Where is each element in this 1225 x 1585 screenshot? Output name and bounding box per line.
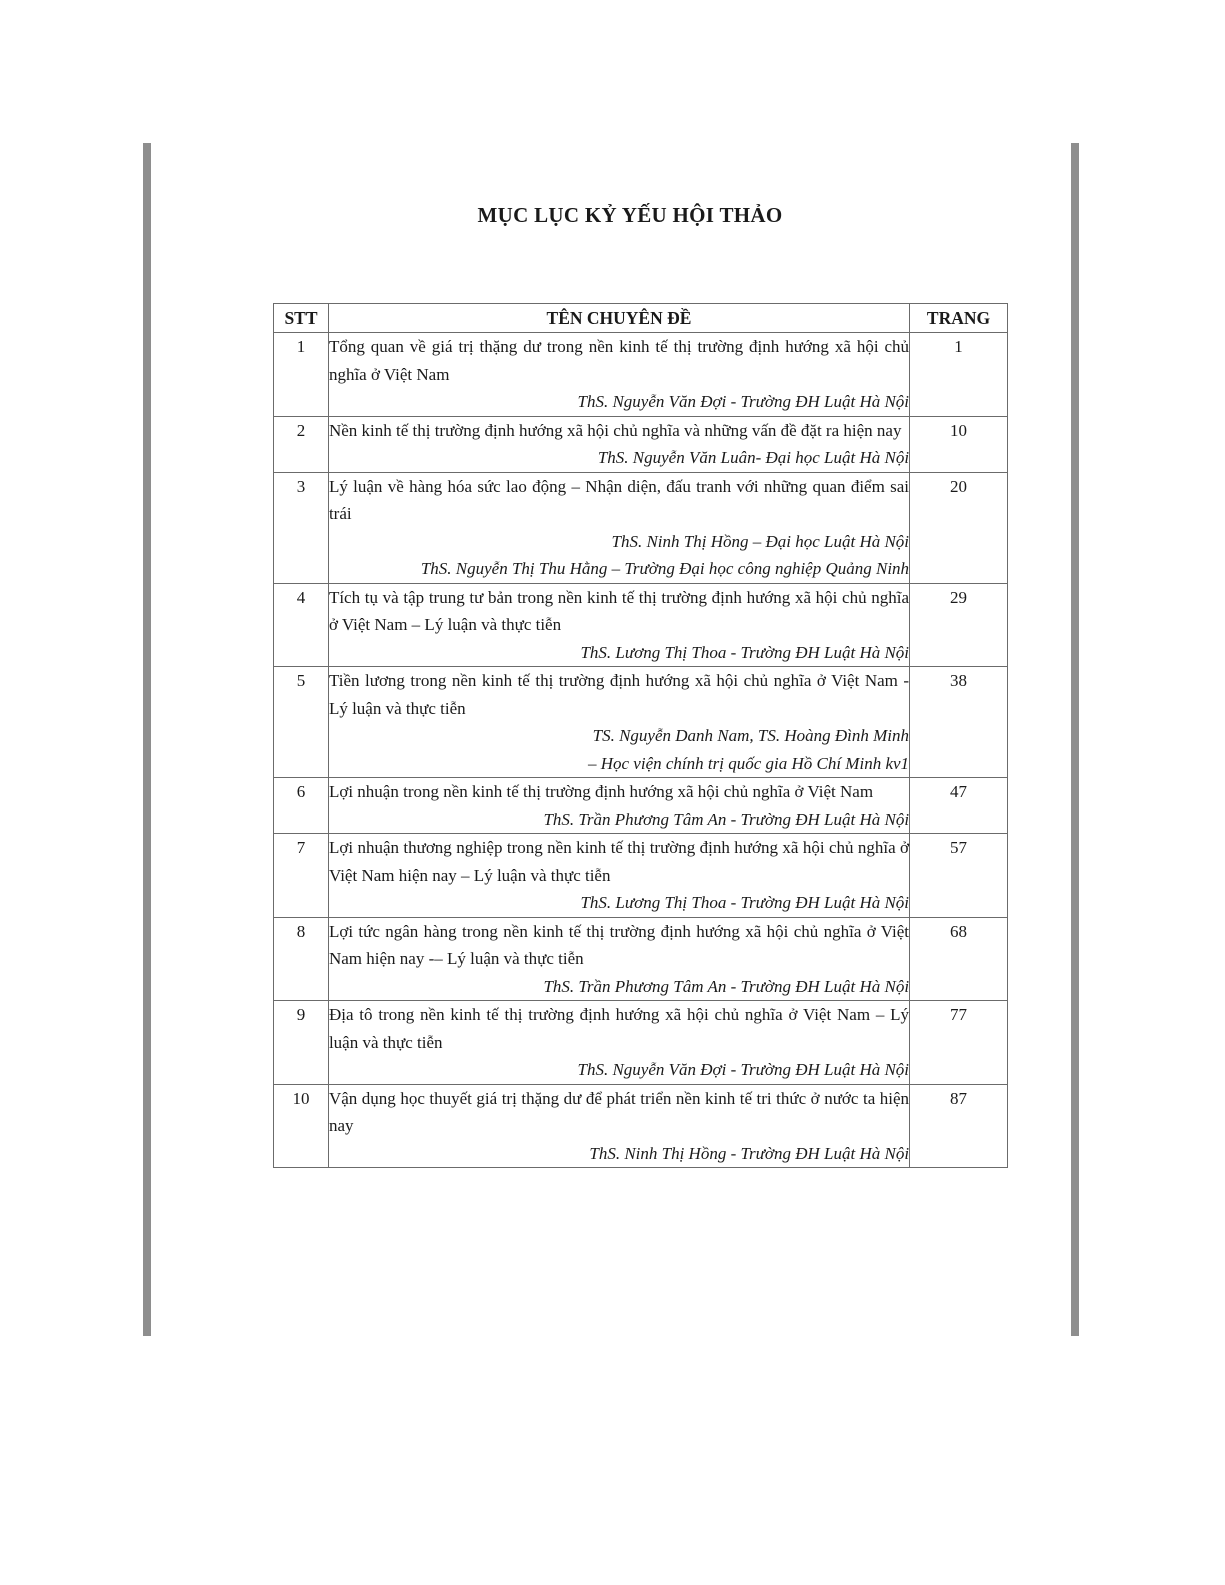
topic-author: ThS. Ninh Thị Hồng – Đại học Luật Hà Nội (611, 531, 910, 551)
header-stt: STT (274, 304, 329, 333)
table-row (274, 1001, 1008, 1085)
topic-cell (328, 333, 909, 417)
header-title: TÊN CHUYÊN ĐỀ (328, 304, 909, 333)
table-row (274, 472, 1008, 583)
table-row (274, 667, 1008, 778)
topic-author: ThS. Trần Phương Tâm An - Trường ĐH Luật Hà Nội (543, 976, 910, 996)
page-number: 1 (910, 333, 1008, 417)
table-row (274, 834, 1008, 918)
topic-cell (328, 778, 909, 834)
page-number: 77 (910, 1001, 1008, 1085)
page-number: 20 (910, 472, 1008, 583)
topic-cell (328, 472, 909, 583)
topic-author: ThS. Nguyễn Văn Đợi - Trường ĐH Luật Hà Nội (577, 392, 910, 411)
table-row (274, 917, 1008, 1001)
topic-author: ThS. Ninh Thị Hồng - Trường ĐH Luật Hà Nội (589, 1143, 910, 1163)
topic-author: ThS. Nguyễn Văn Đợi - Trường ĐH Luật Hà Nội (577, 1060, 910, 1079)
topic-author: TS. Nguyễn Danh Nam, TS. Hoàng Đình Minh (592, 726, 910, 745)
row-number: 8 (274, 917, 329, 1001)
topic-author: ThS. Nguyễn Thị Thu Hằng – Trường Đại học công nghiệp Quảng Ninh (420, 559, 910, 578)
row-number: 4 (274, 583, 329, 667)
page-edge-right (1071, 143, 1079, 1336)
page-edge-left (143, 143, 151, 1336)
page-number: 38 (910, 667, 1008, 778)
topic-author: – Học viện chính trị quốc gia Hồ Chí Minh kv1 (587, 753, 910, 773)
topic-author: ThS. Lương Thị Thoa - Trường ĐH Luật Hà Nội (580, 642, 910, 662)
topic-cell (328, 834, 909, 918)
row-number: 1 (274, 333, 329, 417)
header-page: TRANG (910, 304, 1008, 333)
row-number: 6 (274, 778, 329, 834)
topic-cell (328, 1001, 909, 1085)
topic-author: ThS. Lương Thị Thoa - Trường ĐH Luật Hà Nội (580, 893, 910, 912)
topic-cell (328, 1084, 909, 1168)
page-number: 87 (910, 1084, 1008, 1168)
topic-title: Lợi nhuận trong nền kinh tế thị trường định hướng xã hội chủ nghĩa ở Việt Nam (328, 782, 874, 801)
topic-title: Vận dụng học thuyết giá trị thặng dư để phát triển nền kinh tế tri thức ở nước ta hiện nay (328, 1088, 910, 1135)
topic-cell (328, 667, 909, 778)
topic-author: ThS. Nguyễn Văn Luân- Đại học Luật Hà Nội (597, 448, 910, 467)
table-row (274, 333, 1008, 417)
topic-title: Lợi tức ngân hàng trong nền kinh tế thị trường định hướng xã hội chủ nghĩa ở Việt Nam hiện nay -– Lý luận và thực tiễn (328, 921, 910, 968)
page-number: 10 (910, 416, 1008, 472)
topic-title: Nền kinh tế thị trường định hướng xã hội chủ nghĩa và những vấn đề đặt ra hiện nay (328, 420, 902, 440)
table-row (274, 1084, 1008, 1168)
row-number: 9 (274, 1001, 329, 1085)
topic-title: Tích tụ và tập trung tư bản trong nền kinh tế thị trường định hướng xã hội chủ nghĩa ở Việt Nam – Lý luận và thực tiễn (328, 587, 910, 634)
topic-cell (328, 583, 909, 667)
page-title: MỤC LỤC KỶ YẾU HỘI THẢO (477, 203, 783, 227)
topic-title: Địa tô trong nền kinh tế thị trường định hướng xã hội chủ nghĩa ở Việt Nam – Lý luận và thực tiễn (328, 1005, 910, 1052)
table-body (274, 333, 1008, 1168)
row-number: 5 (274, 667, 329, 778)
row-number: 10 (274, 1084, 329, 1168)
table-row (274, 416, 1008, 472)
topic-title: Tiền lương trong nền kinh tế thị trường định hướng xã hội chủ nghĩa ở Việt Nam - Lý luận và thực tiễn (328, 671, 910, 718)
topic-author: ThS. Trần Phương Tâm An - Trường ĐH Luật Hà Nội (543, 809, 910, 829)
toc-table (273, 303, 1008, 1168)
topic-title: Lợi nhuận thương nghiệp trong nền kinh tế thị trường định hướng xã hội chủ nghĩa ở Việt Nam hiện nay – Lý luận và thực tiễn (328, 838, 910, 885)
table-header-row (274, 304, 1008, 333)
table-row (274, 778, 1008, 834)
page-number: 68 (910, 917, 1008, 1001)
table-row (274, 583, 1008, 667)
page-number: 29 (910, 583, 1008, 667)
topic-cell (328, 416, 909, 472)
row-number: 2 (274, 416, 329, 472)
topic-cell (328, 917, 909, 1001)
topic-title: Tổng quan về giá trị thặng dư trong nền kinh tế thị trường định hướng xã hội chủ nghĩa ở Việt Nam (328, 337, 910, 384)
row-number: 3 (274, 472, 329, 583)
topic-title: Lý luận về hàng hóa sức lao động – Nhận diện, đấu tranh với những quan điểm sai trái (328, 476, 910, 523)
row-number: 7 (274, 834, 329, 918)
page-number: 57 (910, 834, 1008, 918)
page-number: 47 (910, 778, 1008, 834)
